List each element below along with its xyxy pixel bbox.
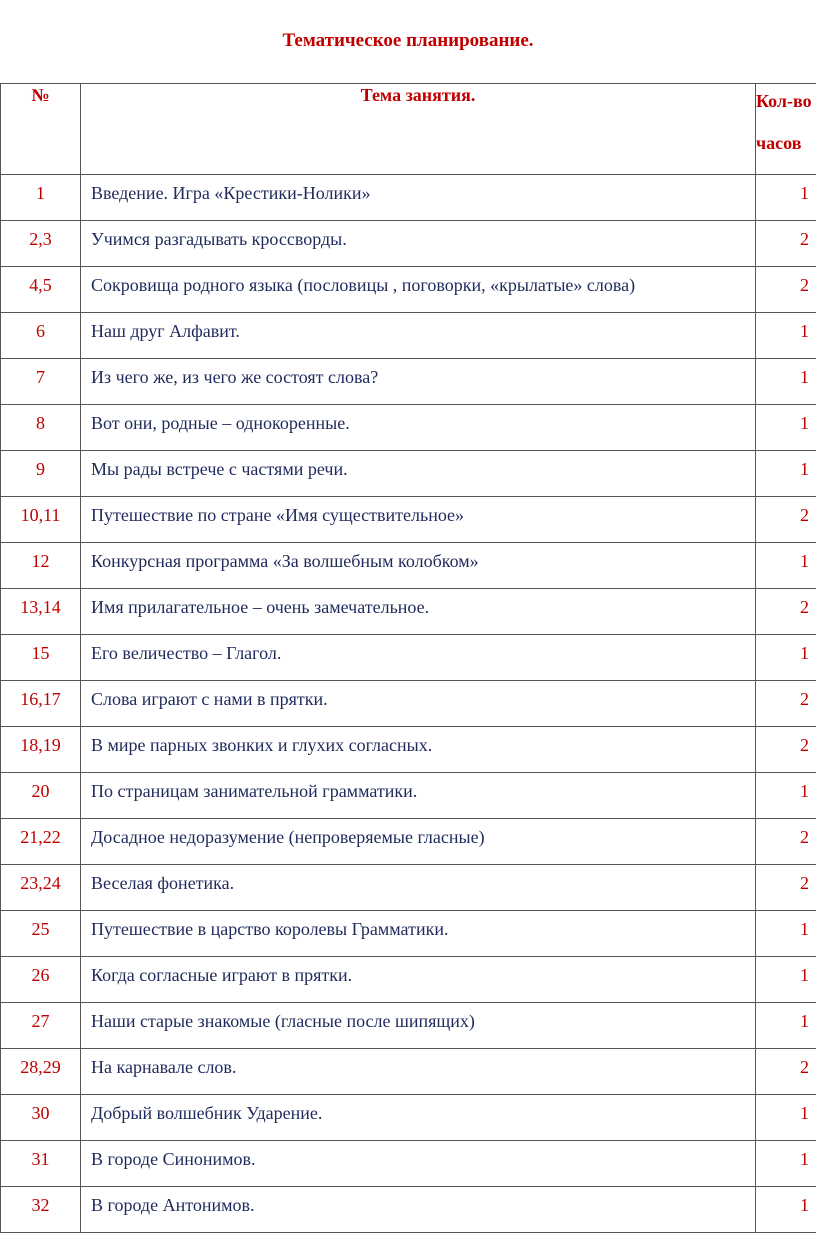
row-hours: 1 (756, 911, 816, 957)
table-row (1, 497, 816, 543)
header-number: № (1, 84, 81, 175)
row-number: 4,5 (1, 267, 81, 313)
lesson-plan-table (0, 83, 816, 1233)
row-topic: По страницам занимательной грамматики. (81, 773, 756, 819)
table-row (1, 267, 816, 313)
table-row (1, 957, 816, 1003)
table-row (1, 543, 816, 589)
table-row (1, 1095, 816, 1141)
row-number: 28,29 (1, 1049, 81, 1095)
row-topic: В городе Синонимов. (81, 1141, 756, 1187)
row-number: 18,19 (1, 727, 81, 773)
table-row (1, 1141, 816, 1187)
row-number: 31 (1, 1141, 81, 1187)
row-number: 20 (1, 773, 81, 819)
table-row (1, 1187, 816, 1233)
row-number: 2,3 (1, 221, 81, 267)
row-number: 10,11 (1, 497, 81, 543)
row-hours: 2 (756, 1049, 816, 1095)
row-hours: 2 (756, 681, 816, 727)
row-number: 6 (1, 313, 81, 359)
table-row (1, 865, 816, 911)
row-topic: Из чего же, из чего же состоят слова? (81, 359, 756, 405)
row-hours: 2 (756, 819, 816, 865)
table-row (1, 819, 816, 865)
row-hours: 2 (756, 221, 816, 267)
table-row (1, 313, 816, 359)
row-topic: Досадное недоразумение (непроверяемые гласные) (81, 819, 756, 865)
row-hours: 2 (756, 497, 816, 543)
header-hours-line2: часов (756, 133, 802, 153)
row-topic: Конкурсная программа «За волшебным колобком» (81, 543, 756, 589)
row-number: 26 (1, 957, 81, 1003)
row-hours: 1 (756, 405, 816, 451)
table-row (1, 589, 816, 635)
table-row (1, 681, 816, 727)
header-topic: Тема занятия. (81, 84, 756, 175)
row-hours: 1 (756, 313, 816, 359)
row-hours: 1 (756, 175, 816, 221)
header-hours-line1: Кол-во (756, 91, 812, 111)
row-number: 30 (1, 1095, 81, 1141)
row-hours: 1 (756, 451, 816, 497)
row-topic: На карнавале слов. (81, 1049, 756, 1095)
header-hours (756, 84, 816, 175)
row-topic: Сокровища родного языка (пословицы , поговорки, «крылатые» слова) (81, 267, 756, 313)
row-topic: Веселая фонетика. (81, 865, 756, 911)
row-topic: Введение. Игра «Крестики-Нолики» (81, 175, 756, 221)
row-topic: Путешествие по стране «Имя существительное» (81, 497, 756, 543)
table-row (1, 359, 816, 405)
row-hours: 1 (756, 635, 816, 681)
row-hours: 1 (756, 543, 816, 589)
row-number: 16,17 (1, 681, 81, 727)
table-row (1, 1003, 816, 1049)
row-number: 23,24 (1, 865, 81, 911)
row-hours: 2 (756, 589, 816, 635)
row-number: 27 (1, 1003, 81, 1049)
row-topic: В городе Антонимов. (81, 1187, 756, 1233)
row-topic: Путешествие в царство королевы Грамматики. (81, 911, 756, 957)
table-header-row (1, 84, 816, 175)
row-topic: Учимся разгадывать кроссворды. (81, 221, 756, 267)
row-hours: 1 (756, 1141, 816, 1187)
row-hours: 1 (756, 1095, 816, 1141)
row-hours: 1 (756, 359, 816, 405)
row-topic: Его величество – Глагол. (81, 635, 756, 681)
row-topic: Наши старые знакомые (гласные после шипящих) (81, 1003, 756, 1049)
table-row (1, 911, 816, 957)
row-hours: 1 (756, 1003, 816, 1049)
row-hours: 2 (756, 267, 816, 313)
table-row (1, 773, 816, 819)
row-number: 21,22 (1, 819, 81, 865)
row-topic: Вот они, родные – однокоренные. (81, 405, 756, 451)
page-title: Тематическое планирование. (282, 30, 534, 51)
table-row (1, 405, 816, 451)
row-hours: 1 (756, 773, 816, 819)
row-topic: Когда согласные играют в прятки. (81, 957, 756, 1003)
row-number: 1 (1, 175, 81, 221)
table-row (1, 451, 816, 497)
table-row (1, 175, 816, 221)
table-row (1, 635, 816, 681)
row-hours: 2 (756, 727, 816, 773)
row-number: 25 (1, 911, 81, 957)
row-number: 13,14 (1, 589, 81, 635)
row-topic: Мы рады встрече с частями речи. (81, 451, 756, 497)
row-topic: Слова играют с нами в прятки. (81, 681, 756, 727)
row-number: 7 (1, 359, 81, 405)
row-topic: Добрый волшебник Ударение. (81, 1095, 756, 1141)
row-topic: Имя прилагательное – очень замечательное. (81, 589, 756, 635)
row-number: 12 (1, 543, 81, 589)
table-row (1, 1049, 816, 1095)
row-number: 8 (1, 405, 81, 451)
row-topic: Наш друг Алфавит. (81, 313, 756, 359)
row-hours: 1 (756, 1187, 816, 1233)
row-topic: В мире парных звонких и глухих согласных. (81, 727, 756, 773)
row-hours: 2 (756, 865, 816, 911)
table-body (1, 175, 816, 1233)
row-number: 15 (1, 635, 81, 681)
row-hours: 1 (756, 957, 816, 1003)
table-row (1, 727, 816, 773)
row-number: 32 (1, 1187, 81, 1233)
table-row (1, 221, 816, 267)
row-number: 9 (1, 451, 81, 497)
